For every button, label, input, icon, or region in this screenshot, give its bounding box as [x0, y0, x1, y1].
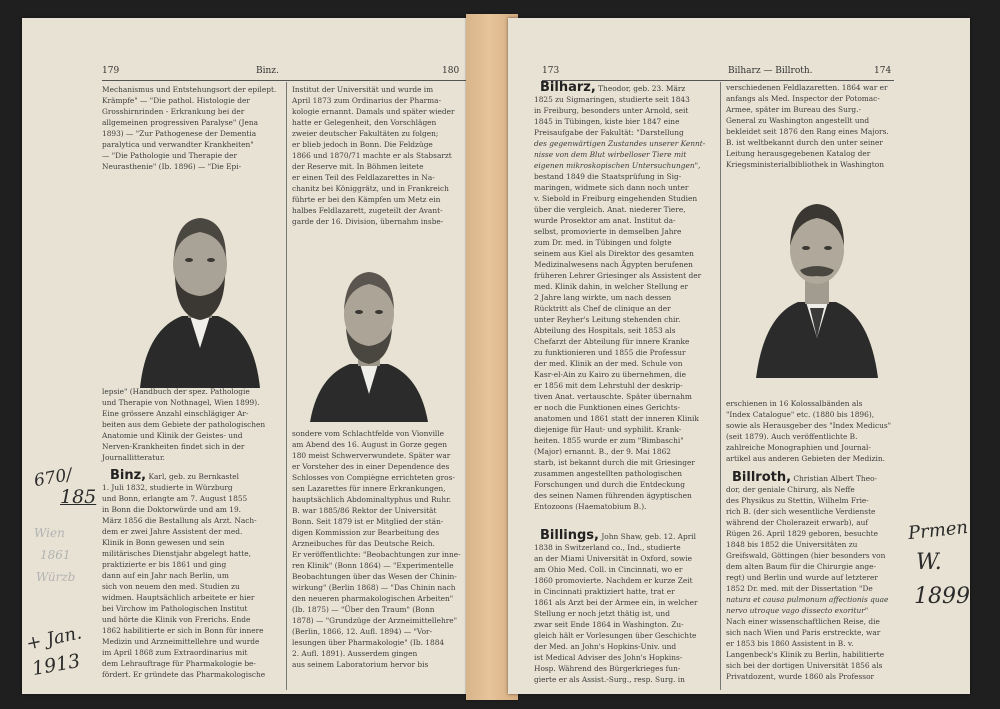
handwritten-faint-note-2: 1861: [40, 548, 71, 562]
page-number-174: 174: [874, 66, 892, 76]
left-page: [22, 18, 480, 694]
portrait-billings: [752, 188, 882, 378]
handwritten-note-1: Prmen: [907, 516, 969, 545]
handwritten-faint-note-1: Wien: [34, 526, 65, 540]
bilharz-heading: Bilharz,: [540, 80, 596, 95]
page-number-180: 180: [442, 66, 460, 76]
handwritten-number: 670/: [32, 464, 74, 492]
binz-text-col2-top: Institut der Universität und wurde im April 1873 zum Ordinarius der Pharma- kologie ernannt. Damals und später wieder hatte er Gelegenheit, den Vorschlägen zweier deutscher Fakultäten zu folgen; er blieb jedoch in Bonn. Die Feldzüge 1866 und 1870/71 machte er als Stabsarzt der Reserve mit. In Böhmen leitete er einen Teil des Feldlazarettes in Na- chanitz bei Königgrätz, und in Frankreich führte er bei den Kämpfen um Metz ein halbes Feldlazarett, zugeteilt der Avant- garde der 16. Division, übernahm insbe-: [292, 85, 455, 226]
binswanger-text-bottom: lepsie" (Handbuch der spez. Pathologie und Therapie von Nothnagel, Wien 1899). Eine grössere Anzahl einschlägiger Ar- beiten aus dem Gebiete der pathologischen Anatomie und Klinik der Geistes- und Nerven-Krankheiten findet sich in der Journallitteratur.: [102, 387, 266, 462]
portrait-binswanger: [130, 198, 270, 388]
header-rule: [102, 80, 474, 81]
handwritten-year-1913: 1913: [30, 649, 82, 681]
page-number-179: 179: [102, 66, 120, 76]
portrait-binz: [304, 254, 434, 422]
right-page: [508, 18, 970, 694]
handwritten-note-2: W.: [916, 550, 942, 575]
billings-text-col2-bottom: erschienen in 16 Kolossalbänden als "Index Catalogue" etc. (1880 bis 1896), sowie als Herausgeber des "Index Medicus" (seit 1879). Auch veröffentlichte B. zahlreiche Monographien und Journal- artikel aus anderen Gebieten der Medizin.: [726, 399, 892, 463]
column-rule: [286, 82, 287, 690]
binz-text-col2-bottom: sondere vom Schlachtfelde von Vionville am Abend des 16. August in Gorze gegen 180 meist Schwerverwundete. Später war er Vorsteher des in einer Dependence des Schlosses von Compiègne errichteten gros- sen Lazarettes für innere Erkrankungen, hauptsächlich Abdominaltyphus und Ruhr. B. war 1885/86 Rektor der Universität Bonn. Seit 1879 ist er Mitglied der stän- digen Kommission zur Bearbeitung des Arzneibuches für das Deutsche Reich. Er veröffentlichte: "Beobachtungen zur inne- ren Klinik" (Bonn 1864) — "Experimentelle Beobachtungen über das Wesen der Chinin- wirkung" (Berlin 1868) — "Das Chinin nach den neueren pharmakologischen Arbeiten" (Ib. 1875) — "Über den Traum" (Bonn 1878) — "Grundzüge der Arzneimittellehre" (Berlin, 1866, 12. Aufl. 1894) — "Vor- lesungen über Pharmakologie" (Ib. 1884 2. Aufl. 1891). Ausserdem gingen aus seinem Laboratorium hervor bis: [292, 429, 461, 669]
handwritten-faint-note-3: Würzb: [36, 570, 76, 584]
bilharz-entry: Bilharz, Theodor, geb. 23. März 1825 zu Sigmaringen, studierte seit 1843 in Freiburg, besonders unter Arnold, seit 1845 in Tübingen, kiste bier 1847 eine Preisaufgabe der Fakultät: "Darstellung des gegenwärtigen Zustandes unserer Kennt- nisse von dem Blut wirbelloser Tiere mit eigenen mikroskopischen Untersuchungen", bestand 1849 die Staatsprüfung in Sig- maringen, widmete sich dann noch unter v. Siebold in Freiburg eingehenden Studien über die vergleich. Anat. niederer Tiere, wurde Prosektor am anat. Institut da- selbst, promovierte in demselben Jahre zum Dr. med. in Tübingen und folgte seinem aus Kiel als Direktor des gesamten Medizinalwesens nach Ägypten berufenen früheren Lehrer Griesinger als Assistent der med. Klinik dahin, in welcher Stellung er 2 Jahre lang wirkte, um nach dessen Rücktritt als Chef de clinique an der unter Reyher's Leitung stehenden chir. Abteilung des Hospitals, seit 1853 als Chefarzt der Abteilung für innere Kranke zu funktionieren und 1855 die Professur der med. Klinik an der med. Schule von Kasr-el-Ain zu Kairo zu übernehmen, die er 1856 mit dem Lehrstuhl der deskrip- tiven Anat. vertauschte. Später übernahm er noch die Funktionen eines Gerichts- anatomen und 1861 statt der inneren Klinik diejenige für Haut- und syphilit. Krank- heiten. 1855 wurde er zum "Bimbaschi" (Major) ernannt. B., der 9. Mai 1862 starb, ist bekannt durch die mit Griesinger zusammen angestellten pathologischen Forschungen und durch die Entdeckung des seinen Namen führenden ägyptischen Entozoons (Haematobium B.).: [534, 80, 706, 511]
handwritten-number-185: 185: [60, 486, 97, 508]
billroth-entry: Billroth, Christian Albert Theo- dor, der geniale Chirurg, als Neffe des Physikus zu Stettin, Wilhelm Frie- rich B. (der sich wesentliche Verdienste während der Cholerazeit erwarb), auf Rügen 26. April 1829 geboren, besuchte 1848 bis 1852 die Universitäten zu Greifswald, Göttingen (hier besonders von dem alten Baum für die Chirurgie ange- regt) und Berlin und wurde auf letzterer 1852 Dr. med. mit der Dissertation "De natura et causa pulmonum affectionis quae nervo utroque vago dissecto exoritur" Nach einer wissenschaftlichen Reise, die sich nach Wien und Paris erstreckte, war er 1853 bis 1860 Assistent in B. v. Langenbeck's Klinik zu Berlin, habilitierte sich bei der dortigen Universität 1856 als Privatdozent, wurde 1860 als Professor: [726, 470, 889, 681]
binz-entry: Binz, Karl, geb. zu Bernkastel 1. Juli 1832, studierte in Würzburg und Bonn, erlangte am 7. August 1855 in Bonn die Doktorwürde und am 19. März 1856 die Bestallung als Arzt. Nach- dem er zwei Jahre Assistent der med. Klinik in Bonn gewesen und sein militärisches Dienstjahr abgelegt hatte, praktizierte er bis 1861 und ging dann auf ein Jahr nach Berlin, um sich von neuem den med. Studien zu widmen. Hauptsächlich arbeitete er hier bei Virchow im Pathologischen Institut und hörte die Klinik von Frerichs. Ende 1862 habilitierte er sich in Bonn für innere Medizin und Arzneimittellehre und wurde im April 1868 zum Extraordinarius mit dem Lehrauftrage für Pharmakologie be- fördert. Er gründete das Pharmakologische: [102, 468, 266, 679]
binswanger-text-top: Mechanismus und Entstehungsort der epilept. Krämpfe" — "Die pathol. Histologie der Grosshirnrinden - Erkrankung bei der allgemeinen progressiven Paralyse" (Jena 1893) — "Zur Pathogenese der Dementia paralytica und verwandter Krankheiten" — "Die Pathologie und Therapie der Neurasthenie" (Ib. 1896) — "Die Epi-: [102, 85, 277, 171]
running-head-bilharz-billroth: Bilharz — Billroth.: [728, 66, 813, 76]
page-number-173: 173: [542, 66, 560, 76]
handwritten-date: + Jan.: [24, 622, 84, 655]
binz-heading: Binz,: [110, 468, 147, 483]
billroth-heading: Billroth,: [732, 470, 792, 485]
column-rule: [720, 82, 721, 690]
billings-entry: Billings, John Shaw, geb. 12. April 1838 in Switzerland co., Ind., studierte an der Miami Universität in Oxford, sowie am Ohio Med. Coll. in Cincinnati, wo er 1860 promovierte. Nachdem er kurze Zeit in Cincinnati praktiziert hatte, trat er 1861 als Arzt bei der Armee ein, in welcher Stellung er noch jetzt thätig ist, und zwar seit Ende 1864 in Washington. Zu- gleich hält er Vorlesungen über Geschichte der Med. an John's Hopkins-Univ. und ist Medical Adviser des John's Hopkins- Hosp. Während des Bürgerkrieges fun- gierte er als Assist.-Surg., resp. Surg. in: [534, 528, 698, 684]
billings-heading: Billings,: [540, 528, 599, 543]
running-head-binz: Binz.: [256, 66, 279, 76]
handwritten-year-1899: 1899: [914, 584, 970, 609]
billings-text-col2-top: verschiedenen Feldlazaretten. 1864 war er anfangs als Med. Inspector der Potomac- Armee, später im Bureau des Surg.- General zu Washington angestellt und bekleidet seit 1876 den Rang eines Majors. B. ist weltbekannt durch den unter seiner Leitung herausgegebenen Katalog der Kriegsministerialbibliothek in Washington: [726, 83, 889, 169]
